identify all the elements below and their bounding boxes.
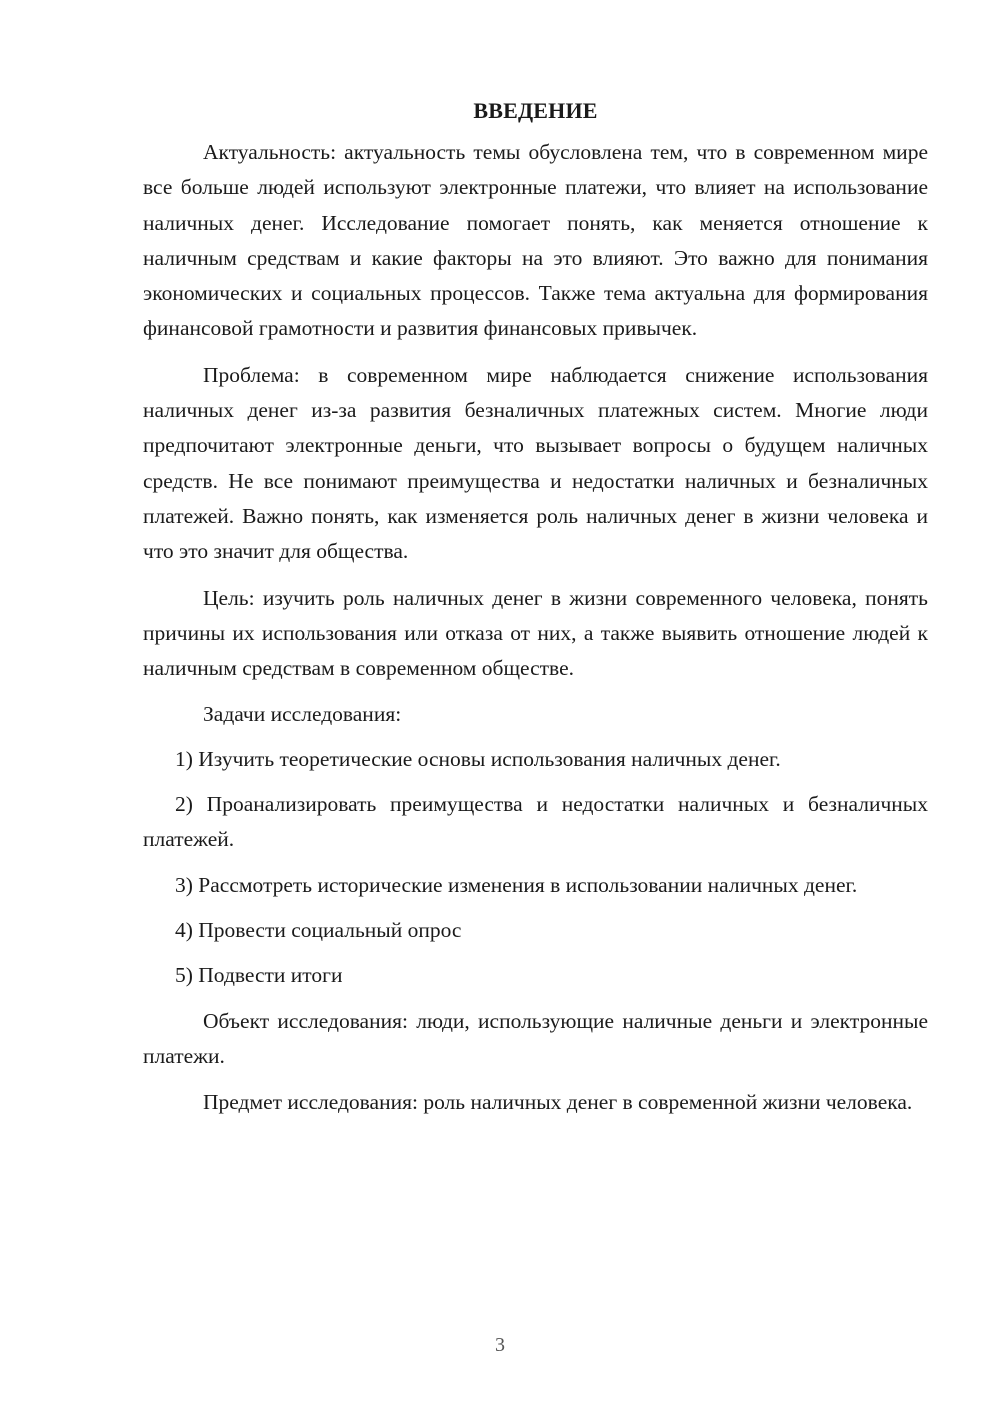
paragraph-problem: Проблема: в современном мире наблюдается снижение использования наличных денег из-за развития безналичных платежных систем. Многие люди предпочитают электронные деньги, что вызывает вопросы о будущем наличных средств. Не все понимают преимущества и недостатки наличных и безналичных платежей. Важно понять, как изменяется роль наличных денег в жизни человека и что это значит для общества. [143,362,928,564]
section-title: ВВЕДЕНИЕ [473,98,598,123]
task-item: 2) Проанализировать преимущества и недостатки наличных и безналичных платежей. [143,792,928,852]
document-page [143,93,928,1323]
tasks-heading: Задачи исследования: [203,702,402,727]
paragraph-goal: Цель: изучить роль наличных денег в жизни современного человека, понять причины их использования или отказа от них, а также выявить отношение людей к наличным средствам в современном обществе. [143,585,928,681]
task-item: 5) Подвести итоги [175,963,343,988]
page-number: 3 [495,1334,505,1356]
task-item: 1) Изучить теоретические основы использования наличных денег. [175,746,781,771]
paragraph-object: Объект исследования: люди, использующие наличные деньги и электронные платежи. [143,1008,928,1068]
tasks-list [143,742,928,994]
task-item: 4) Провести социальный опрос [175,917,462,942]
task-item: 3) Рассмотреть исторические изменения в использовании наличных денег. [175,872,858,897]
paragraph-relevance: Актуальность: актуальность темы обусловлена тем, что в современном мире все больше людей используют электронные платежи, что влияет на использование наличных денег. Исследование помогает понять, как меняется отношение к наличным средствам и какие факторы на это влияют. Это важно для понимания экономических и социальных процессов. Также тема актуальна для формирования финансовой грамотности и развития финансовых привычек. [143,140,928,341]
paragraph-subject: Предмет исследования: роль наличных денег в современной жизни человека. [203,1090,913,1115]
